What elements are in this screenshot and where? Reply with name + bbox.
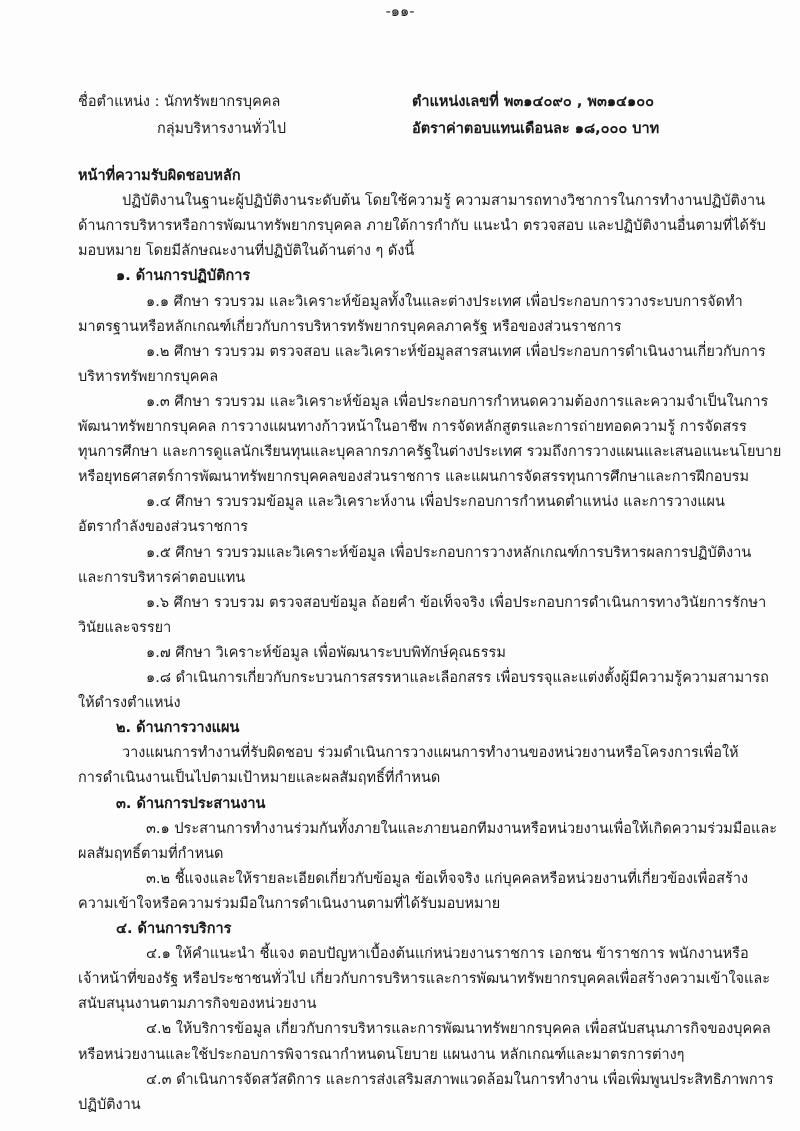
text-line: วินัยและจรรยา: [78, 619, 172, 636]
text-line: ๔.๒ ให้บริการข้อมูล เกี่ยวกับการบริหารและการพัฒนาทรัพยากรบุคคล เพื่อสนับสนุนภารกิจของบุคคล: [146, 1021, 771, 1038]
text-line: ๑.๕ ศึกษา รวบรวมและวิเคราะห์ข้อมูล เพื่อประกอบการวางหลักเกณฑ์การบริหารผลการปฏิบัติงาน: [146, 544, 752, 561]
text-line: เจ้าหน้าที่ของรัฐ หรือประชาชนทั่วไป เกี่ยวกับการบริหารและการพัฒนาทรัพยากรบุคคลเพื่อสร้างความเข้าใจและ: [78, 971, 771, 988]
text-line: ความเข้าใจหรือความร่วมมือในการดำเนินงานตามที่ได้รับมอบหมาย: [78, 895, 501, 912]
text-line: ๑.๖ ศึกษา รวบรวม ตรวจสอบข้อมูล ถ้อยคำ ข้อเท็จจริง เพื่อประกอบการดำเนินการทางวินัยการรักษา: [146, 594, 767, 611]
text-line: ปฏิบัติงาน: [78, 1096, 141, 1113]
text-line: ๑.๘ ดำเนินการเกี่ยวกับกระบวนการสรรหาและเลือกสรร เพื่อบรรจุและแต่งตั้งผู้มีความรู้ความสามารถ: [146, 670, 769, 686]
text-line: วางแผนการทำงานที่รับผิดชอบ ร่วมดำเนินการวางแผนการทำงานของหน่วยงานหรือโครงการเพื่อให้: [122, 745, 739, 762]
text-line: ผลสัมฤทธิ์ตามที่กำหนด: [78, 845, 224, 862]
work-group: กลุ่มบริหารงานทั่วไป: [157, 121, 287, 137]
section-heading: ๒. ด้านการวางแผน: [116, 720, 240, 737]
text-line: บริหารทรัพยากรบุคคล: [78, 368, 219, 385]
section-title: หน้าที่ความรับผิดชอบหลัก: [78, 168, 241, 184]
text-line: มาตรฐานหรือหลักเกณฑ์เกี่ยวกับการบริหารทรัพยากรบุคคลภาครัฐ หรือของส่วนราชการ: [78, 318, 622, 335]
text-line: ปฏิบัติงานในฐานะผู้ปฏิบัติงานระดับต้น โดยใช้ความรู้ ความสามารถทางวิชาการในการทำงานปฏิบัติงาน: [122, 193, 766, 210]
position-title: ชื่อตำแหน่ง : นักทรัพยากรบุคคล: [78, 94, 281, 110]
text-line: ด้านการบริหารหรือการพัฒนาทรัพยากรบุคคล ภายใต้การกำกับ แนะนำ ตรวจสอบ และปฏิบัติงานอื่นตามที่ได้รับ: [78, 218, 766, 235]
text-line: ๔.๓ ดำเนินการจัดสวัสดิการ และการส่งเสริมสภาพแวดล้อมในการทำงาน เพื่อเพิ่มพูนประสิทธิภาพการ: [146, 1071, 774, 1088]
section-heading: ๓. ด้านการประสานงาน: [116, 795, 266, 812]
text-line: การดำเนินงานเป็นไปตามเป้าหมายและผลสัมฤทธิ์ที่กำหนด: [78, 770, 441, 787]
page-number: -๑๑-: [385, 4, 415, 20]
salary-rate: อัตราค่าตอบแทนเดือนละ ๑๘,๐๐๐ บาท: [412, 121, 660, 137]
text-line: ๓.๒ ชี้แจงและให้รายละเอียดเกี่ยวกับข้อมูล ข้อเท็จจริง แก่บุคคลหรือหน่วยงานที่เกี่ยวข้องเพื่อสร้าง: [146, 870, 749, 887]
text-line: ๑.๔ ศึกษา รวบรวมข้อมูล และวิเคราะห์งาน เพื่อประกอบการกำหนดตำแหน่ง และการวางแผน: [146, 494, 725, 511]
section-heading: ๔. ด้านการบริการ: [116, 921, 232, 937]
text-line: หรือยุทธศาสตร์การพัฒนาทรัพยากรบุคคลของส่วนราชการ และแผนการจัดสรรทุนการศึกษาและการฝึกอบรม: [78, 469, 750, 486]
text-line: พัฒนาทรัพยากรบุคคล การวางแผนทางก้าวหน้าในอาชีพ การจัดหลักสูตรและการถ่ายทอดความรู้ การจัดสรร: [78, 419, 747, 435]
text-line: ทุนการศึกษา และการดูแลนักเรียนทุนและบุคลากรภาครัฐในต่างประเทศ รวมถึงการวางแผนและเสนอแนะนโยบาย: [78, 444, 782, 461]
section-heading: ๑. ด้านการปฏิบัติการ: [116, 268, 251, 285]
text-line: หรือหน่วยงานและใช้ประกอบการพิจารณากำหนดนโยบาย แผนงาน หลักเกณฑ์และมาตรการต่างๆ: [78, 1046, 685, 1063]
text-line: และการบริหารค่าตอบแทน: [78, 569, 246, 586]
text-line: ให้ดำรงตำแหน่ง: [78, 695, 181, 712]
text-line: ๑.๒ ศึกษา รวบรวม ตรวจสอบ และวิเคราะห์ข้อมูลสารสนเทศ เพื่อประกอบการดำเนินงานเกี่ยวกับการ: [146, 343, 766, 360]
text-line: ๔.๑ ให้คำแนะนำ ชี้แจง ตอบปัญหาเบื้องต้นแก่หน่วยงานราชการ เอกชน ข้าราชการ พนักงานหรือ: [146, 946, 749, 963]
text-line: มอบหมาย โดยมีลักษณะงานที่ปฏิบัติในด้านต่าง ๆ ดังนี้: [78, 243, 415, 260]
text-line: ๑.๑ ศึกษา รวบรวม และวิเคราะห์ข้อมูลทั้งในและต่างประเทศ เพื่อประกอบการวางระบบการจัดทำ: [146, 293, 743, 310]
text-line: ๑.๗ ศึกษา วิเคราะห์ข้อมูล เพื่อพัฒนาระบบพิทักษ์คุณธรรม: [146, 644, 506, 661]
text-line: สนับสนุนงานตามภารกิจของหน่วยงาน: [78, 996, 317, 1013]
text-line: ๓.๑ ประสานการทำงานร่วมกันทั้งภายในและภายนอกทีมงานหรือหน่วยงานเพื่อให้เกิดความร่วมมือและ: [146, 820, 778, 837]
text-line: อัตรากำลังของส่วนราชการ: [78, 519, 249, 536]
position-number: ตำแหน่งเลขที่ พ๓๑๔๐๙๐ , พ๓๑๔๑๐๐: [412, 94, 654, 110]
text-line: ๑.๓ ศึกษา รวบรวม และวิเคราะห์ข้อมูล เพื่อประกอบการกำหนดความต้องการและความจำเป็นในการ: [146, 393, 769, 410]
